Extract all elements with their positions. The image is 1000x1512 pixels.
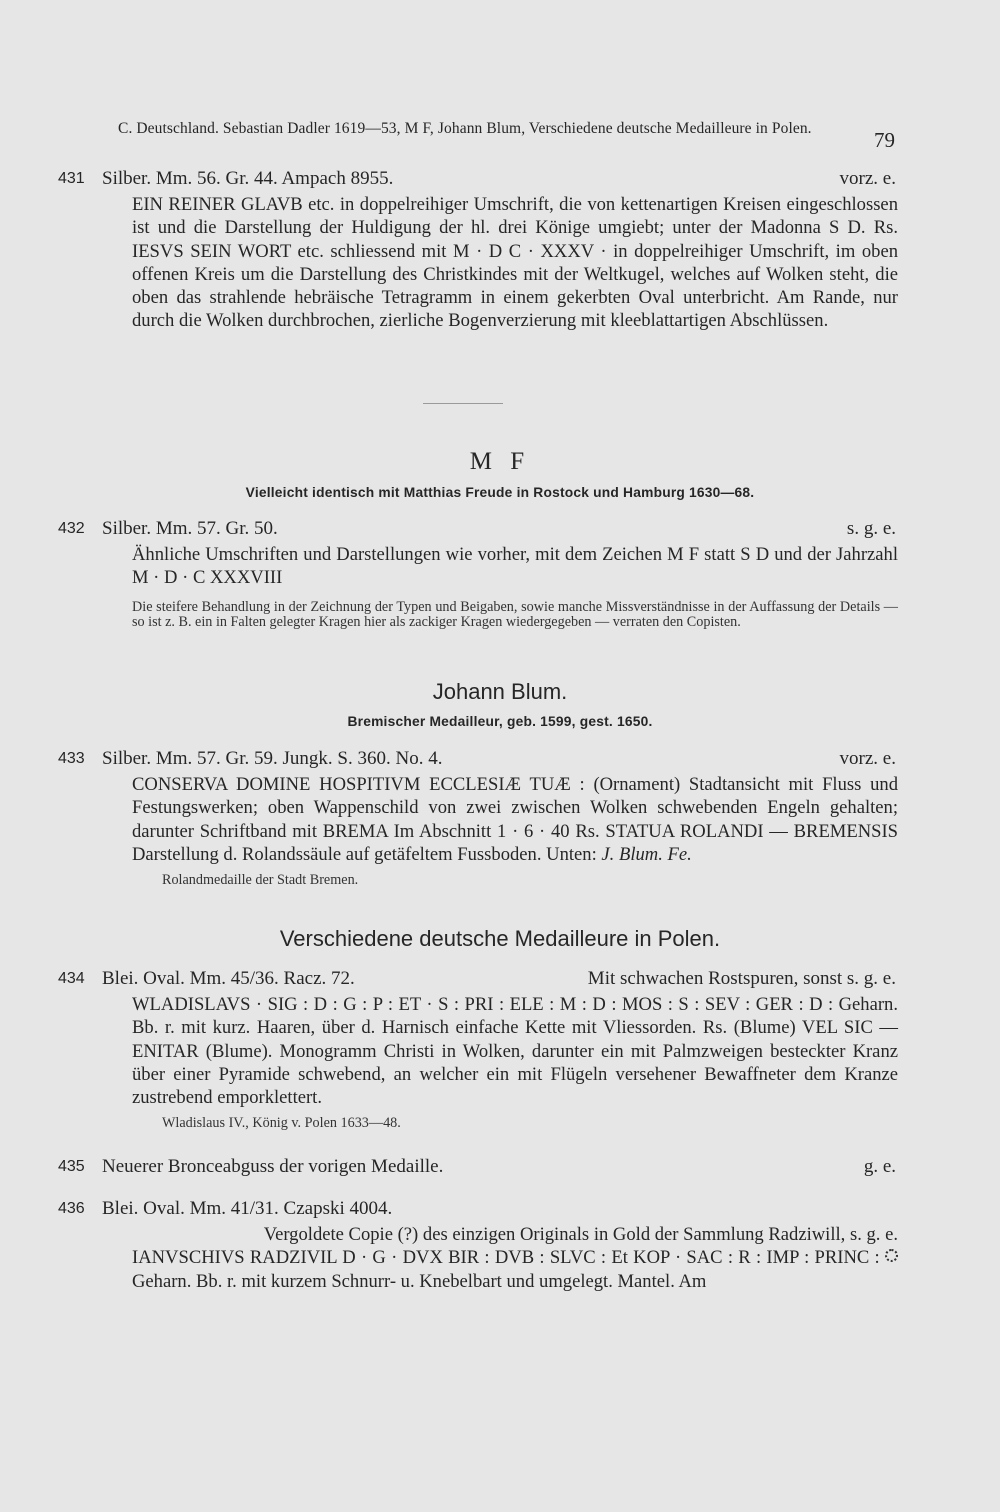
entry-header xyxy=(58,1198,898,1223)
entry-provenance: Vergoldete Copie (?) des einzigen Originals in Gold der Sammlung Radziwill, s. g. e. xyxy=(263,1224,898,1245)
section-title-blum: Johann Blum. xyxy=(432,679,568,704)
entry-435 xyxy=(58,1156,898,1181)
entry-spec: Silber. Mm. 56. Gr. 44. Ampach 8955. xyxy=(102,168,394,189)
entry-number: 432 xyxy=(58,520,85,537)
entry-spec: Blei. Oval. Mm. 45/36. Racz. 72. xyxy=(102,968,355,989)
page-number: 79 xyxy=(874,128,895,152)
entry-header xyxy=(58,1156,898,1181)
rosette-icon xyxy=(885,1249,898,1262)
entry-spec: Silber. Mm. 57. Gr. 59. Jungk. S. 360. No. 4. xyxy=(102,748,443,769)
entry-header xyxy=(58,168,898,193)
entry-grade: vorz. e. xyxy=(839,748,896,769)
entry-description-cont: Geharn. Bb. r. mit kurzem Schnurr- u. Knebelbart und umgelegt. Mantel. Am xyxy=(132,1270,707,1292)
running-head: C. Deutschland. Sebastian Dadler 1619—53, M F, Johann Blum, Verschiedene deutsche Medailleure in Polen. xyxy=(118,120,812,137)
entry-header xyxy=(58,968,898,993)
section-title-polen: Verschiedene deutsche Medailleure in Polen. xyxy=(279,926,721,951)
entry-description: Ähnliche Umschriften und Darstellungen wie vorher, mit dem Zeichen M F statt S D und der Jahrzahl M · D · C XXXVIII xyxy=(132,544,898,589)
entry-grade: g. e. xyxy=(863,1156,896,1177)
entry-spec: Silber. Mm. 57. Gr. 50. xyxy=(102,518,278,539)
entry-431 xyxy=(58,168,898,333)
entry-description: WLADISLAVS · SIG : D : G : P : ET · S : PRI : ELE : M : D : MOS : S : SEV : GER : D : Geharn. Bb. r. mit kurz. Haaren, über d. Harnisch einfache Kette mit Vliessorden. Rs. (Blume) VEL SIC — ENITAR (Blume). Monogramm Christi in Wolken, darunter ein mit Palmzweigen besteckter Kranz über einer Pyramide schwebend, an welcher ein mit Flügeln versehener Bewaffneter dem Kranze zustrebend emporklettert. xyxy=(132,994,898,1109)
entry-number: 436 xyxy=(58,1200,85,1217)
engraver-signature: J. Blum. Fe. xyxy=(601,843,692,865)
entry-432 xyxy=(58,518,898,631)
entry-description: EIN REINER GLAVB etc. in doppelreihiger Umschrift, die von kettenartigen Kreisen eingeschlossen ist und die Darstellung der Huldigung der hl. drei Könige umgiebt; unter der Madonna S D. Rs. IESVS SEIN WORT etc. schliessend mit M · D C · XXXV · in doppelreihiger Umschrift, im oben offenen Kreis um die Darstellung des Christkindes mit der Weltkugel, welches auf Wolken steht, die oben das strahlende hebräische Tetragramm in einem gekerbten Oval unterbricht. Am Rande, nur durch die Wolken durchbrochen, zierliche Bogenverzierung mit kleeblattartigen Abschlüssen. xyxy=(132,194,898,332)
entry-number: 433 xyxy=(58,750,85,767)
entry-description-main: CONSERVA DOMINE HOSPITIVM ECCLESIÆ TUÆ : (Ornament) Stadtansicht mit Fluss und Festungswerken; oben Wappenschild von zwei zwischen Wolken schwebenden Engeln gehalten; darunter Schriftband mit BREMA Im Abschnitt 1 · 6 · 40 Rs. STATUA ROLANDI — BREMENSIS Darstellung d. Rolandssäule auf getäfeltem Fussboden. Unten: xyxy=(132,774,898,865)
entry-436 xyxy=(58,1198,898,1293)
entry-number: 431 xyxy=(58,170,85,187)
entry-note: Die steifere Behandlung in der Zeichnung der Typen und Beigaben, sowie manche Missverständnisse in der Auffassung der Details — so ist z. B. ein in Falten gelegter Kragen hier als zackiger Kragen wiedergegeben — verraten den Copisten. xyxy=(132,598,898,631)
entry-434 xyxy=(58,968,898,1132)
entry-note: Rolandmedaille der Stadt Bremen. xyxy=(162,872,359,889)
entry-433 xyxy=(58,748,898,889)
entry-number: 434 xyxy=(58,970,85,987)
entry-grade: Mit schwachen Rostspuren, sonst s. g. e. xyxy=(587,968,896,989)
section-subtitle-mf: Vielleicht identisch mit Matthias Freude in Rostock und Hamburg 1630—68. xyxy=(245,485,755,500)
entry-grade: vorz. e. xyxy=(839,168,896,189)
section-subtitle-blum: Bremischer Medailleur, geb. 1599, gest. 1650. xyxy=(347,714,653,729)
entry-header xyxy=(58,518,898,543)
entry-number: 435 xyxy=(58,1158,85,1175)
entry-header xyxy=(58,748,898,773)
entry-spec: Blei. Oval. Mm. 41/31. Czapski 4004. xyxy=(102,1198,393,1219)
entry-note: Wladislaus IV., König v. Polen 1633—48. xyxy=(162,1115,401,1132)
entry-spec: Neuerer Bronceabguss der vorigen Medaille. xyxy=(102,1156,444,1177)
entry-description-legend: IANVSCHIVS RADZIVIL D · G · DVX BIR : DVB : SLVC : Et KOP · SAC : R : IMP : PRINC : xyxy=(132,1247,880,1269)
section-divider xyxy=(423,403,503,404)
entry-description xyxy=(132,1246,898,1293)
section-title-mf: M F xyxy=(469,448,531,475)
entry-grade: s. g. e. xyxy=(846,518,896,539)
entry-description xyxy=(132,773,898,866)
